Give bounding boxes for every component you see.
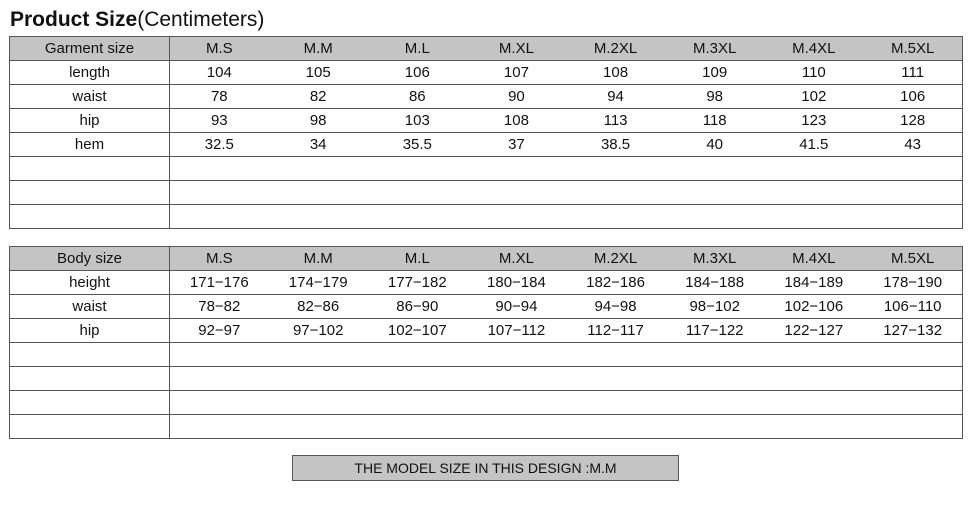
garment-header-label: Garment size <box>10 37 170 61</box>
table-cell: 94−98 <box>566 295 665 319</box>
table-cell: 184−188 <box>665 271 764 295</box>
table-cell: 34 <box>269 133 368 157</box>
table-cell: 40 <box>665 133 764 157</box>
table-cell: 38.5 <box>566 133 665 157</box>
empty-label-cell <box>10 391 170 415</box>
table-cell: 122−127 <box>764 319 863 343</box>
model-size-note: THE MODEL SIZE IN THIS DESIGN :M.M <box>292 455 679 481</box>
table-cell: 43 <box>863 133 962 157</box>
table-cell: 108 <box>467 109 566 133</box>
garment-size-table <box>9 36 963 229</box>
empty-row <box>10 415 963 439</box>
table-cell: 123 <box>764 109 863 133</box>
row-label: hip <box>10 109 170 133</box>
table-cell: 35.5 <box>368 133 467 157</box>
table-cell: 128 <box>863 109 962 133</box>
empty-cell <box>170 367 963 391</box>
garment-size-col: M.3XL <box>665 37 764 61</box>
table-cell: 102−106 <box>764 295 863 319</box>
row-label: hem <box>10 133 170 157</box>
table-cell: 105 <box>269 61 368 85</box>
empty-cell <box>170 205 963 229</box>
table-row <box>10 271 963 295</box>
table-cell: 41.5 <box>764 133 863 157</box>
table-cell: 78−82 <box>170 295 269 319</box>
table-cell: 92−97 <box>170 319 269 343</box>
table-cell: 32.5 <box>170 133 269 157</box>
table-cell: 78 <box>170 85 269 109</box>
row-label: height <box>10 271 170 295</box>
empty-cell <box>170 391 963 415</box>
table-cell: 174−179 <box>269 271 368 295</box>
page-title <box>10 8 264 32</box>
garment-size-col: M.4XL <box>764 37 863 61</box>
empty-label-cell <box>10 157 170 181</box>
table-cell: 94 <box>566 85 665 109</box>
empty-row <box>10 391 963 415</box>
body-size-col: M.3XL <box>665 247 764 271</box>
table-row <box>10 61 963 85</box>
body-size-col: M.XL <box>467 247 566 271</box>
table-cell: 178−190 <box>863 271 962 295</box>
table-cell: 102 <box>764 85 863 109</box>
table-cell: 107 <box>467 61 566 85</box>
row-label: length <box>10 61 170 85</box>
row-label: waist <box>10 295 170 319</box>
table-cell: 108 <box>566 61 665 85</box>
body-size-col: M.S <box>170 247 269 271</box>
table-cell: 93 <box>170 109 269 133</box>
row-label: waist <box>10 85 170 109</box>
table-cell: 117−122 <box>665 319 764 343</box>
table-cell: 107−112 <box>467 319 566 343</box>
table-cell: 118 <box>665 109 764 133</box>
table-cell: 97−102 <box>269 319 368 343</box>
table-row <box>10 319 963 343</box>
table-cell: 109 <box>665 61 764 85</box>
empty-cell <box>170 415 963 439</box>
empty-row <box>10 343 963 367</box>
body-size-col: M.L <box>368 247 467 271</box>
empty-row <box>10 205 963 229</box>
body-size-table <box>9 246 963 439</box>
row-label: hip <box>10 319 170 343</box>
empty-label-cell <box>10 343 170 367</box>
garment-size-col: M.M <box>269 37 368 61</box>
garment-size-col: M.2XL <box>566 37 665 61</box>
garment-size-col: M.S <box>170 37 269 61</box>
table-cell: 104 <box>170 61 269 85</box>
body-size-col: M.M <box>269 247 368 271</box>
table-cell: 184−189 <box>764 271 863 295</box>
garment-size-col: M.L <box>368 37 467 61</box>
title-main: Product Size <box>10 8 138 31</box>
empty-row <box>10 181 963 205</box>
table-cell: 171−176 <box>170 271 269 295</box>
body-size-col: M.4XL <box>764 247 863 271</box>
table-cell: 98−102 <box>665 295 764 319</box>
table-row <box>10 85 963 109</box>
table-cell: 98 <box>269 109 368 133</box>
table-cell: 182−186 <box>566 271 665 295</box>
empty-label-cell <box>10 415 170 439</box>
body-size-col: M.2XL <box>566 247 665 271</box>
body-header-label: Body size <box>10 247 170 271</box>
table-cell: 102−107 <box>368 319 467 343</box>
empty-cell <box>170 343 963 367</box>
empty-cell <box>170 181 963 205</box>
table-cell: 103 <box>368 109 467 133</box>
empty-row <box>10 157 963 181</box>
table-cell: 180−184 <box>467 271 566 295</box>
table-cell: 98 <box>665 85 764 109</box>
body-header-row <box>10 247 963 271</box>
table-cell: 82 <box>269 85 368 109</box>
empty-label-cell <box>10 205 170 229</box>
table-cell: 127−132 <box>863 319 962 343</box>
table-cell: 82−86 <box>269 295 368 319</box>
table-cell: 86 <box>368 85 467 109</box>
table-cell: 86−90 <box>368 295 467 319</box>
empty-row <box>10 367 963 391</box>
table-row <box>10 133 963 157</box>
table-cell: 37 <box>467 133 566 157</box>
empty-cell <box>170 157 963 181</box>
table-cell: 90−94 <box>467 295 566 319</box>
table-cell: 106 <box>368 61 467 85</box>
garment-size-col: M.XL <box>467 37 566 61</box>
title-unit: (Centimeters) <box>137 8 265 31</box>
empty-label-cell <box>10 367 170 391</box>
table-row <box>10 109 963 133</box>
table-cell: 112−117 <box>566 319 665 343</box>
table-cell: 106−110 <box>863 295 962 319</box>
table-cell: 110 <box>764 61 863 85</box>
table-cell: 113 <box>566 109 665 133</box>
body-size-col: M.5XL <box>863 247 962 271</box>
table-cell: 90 <box>467 85 566 109</box>
table-cell: 177−182 <box>368 271 467 295</box>
empty-label-cell <box>10 181 170 205</box>
garment-header-row <box>10 37 963 61</box>
table-cell: 111 <box>863 61 962 85</box>
garment-size-col: M.5XL <box>863 37 962 61</box>
table-row <box>10 295 963 319</box>
table-cell: 106 <box>863 85 962 109</box>
